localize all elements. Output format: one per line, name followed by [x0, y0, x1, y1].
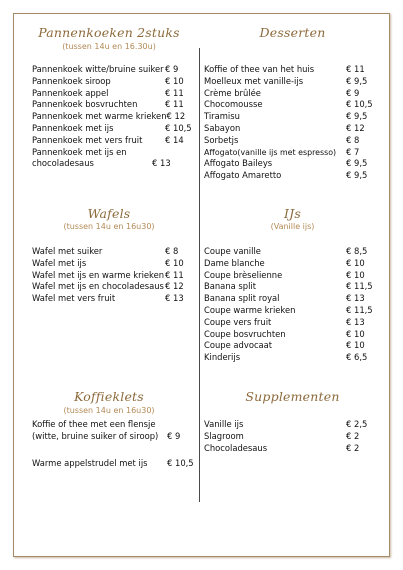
item-name: Coupe vanille — [204, 246, 261, 256]
list-item — [32, 147, 195, 171]
item-name: Koffie of thee met een flensje (witte, bruine suiker of siroop) — [32, 419, 159, 441]
item-price: € 12 — [166, 111, 186, 122]
list-item — [204, 329, 376, 341]
item-name: Wafel met ijs en chocoladesaus — [32, 281, 164, 292]
item-name: Banana split royal — [204, 293, 280, 304]
list-item — [32, 99, 195, 111]
item-price: € 8 — [346, 134, 360, 145]
list-item — [32, 123, 195, 135]
desserten-list — [204, 64, 376, 182]
ijs-title: IJs — [284, 206, 301, 221]
list-item — [204, 443, 376, 455]
item-name: Crème brûlée — [204, 87, 261, 98]
pannenkoeken-subtitle: (tussen 14u en 16.30u) — [62, 42, 156, 51]
koffieklets-subtitle: (tussen 14u en 16u30) — [63, 406, 155, 415]
list-item — [204, 270, 376, 282]
item-name: Sorbetjs — [204, 134, 239, 145]
list-item — [32, 88, 195, 100]
list-item — [204, 317, 376, 329]
list-item — [204, 258, 376, 270]
list-item — [204, 340, 376, 352]
item-price: € 11 — [165, 87, 184, 98]
list-item — [204, 431, 376, 443]
list-item — [32, 135, 195, 147]
column-divider — [199, 48, 200, 428]
item-name: Vanille ijs — [204, 419, 244, 429]
item-price: € 7 — [346, 146, 360, 157]
item-name: Pannenkoek bosvruchten — [32, 99, 138, 110]
wafels-subtitle: (tussen 14u en 16u30) — [63, 222, 155, 231]
item-name: Chocoladesaus — [204, 442, 268, 453]
pannenkoeken-list — [32, 64, 195, 170]
item-name: Chocomousse — [204, 99, 263, 110]
list-item — [32, 281, 195, 293]
item-price: € 11 — [165, 99, 184, 110]
item-price: € 9,5 — [346, 170, 368, 181]
item-price: € 9 — [346, 87, 360, 98]
item-price: € 10 — [165, 257, 184, 268]
list-item — [32, 246, 195, 258]
item-name: Pannenkoek appel — [32, 87, 109, 98]
list-item — [32, 419, 197, 443]
list-item — [204, 305, 376, 317]
list-item — [204, 99, 376, 111]
item-price: € 10 — [346, 269, 365, 280]
item-price: € 14 — [165, 134, 184, 145]
item-price: € 9 — [165, 64, 179, 74]
list-item — [204, 147, 376, 159]
item-price: € 9,5 — [346, 75, 368, 86]
item-name: Moelleux met vanille-ijs — [204, 75, 304, 86]
item-name: Pannenkoek met warme krieken — [32, 111, 167, 122]
list-item — [32, 270, 195, 282]
list-item — [204, 246, 376, 258]
item-price: € 10 — [165, 75, 184, 86]
item-price: € 10 — [346, 257, 365, 268]
ijs-list — [204, 246, 376, 364]
column-divider-lower — [199, 412, 200, 502]
list-item — [32, 293, 195, 305]
list-item — [204, 76, 376, 88]
item-price: € 13 — [346, 316, 365, 327]
item-price: € 12 — [165, 281, 184, 292]
list-item — [32, 258, 195, 270]
list-item — [204, 135, 376, 147]
item-price: € 2,5 — [346, 419, 368, 429]
list-item — [204, 111, 376, 123]
item-price: € 8,5 — [346, 246, 368, 256]
item-price: € 9 — [167, 430, 181, 441]
list-item — [32, 458, 197, 470]
item-name: Coupe vers fruit — [204, 316, 272, 327]
list-item — [204, 281, 376, 293]
list-item — [204, 170, 376, 182]
item-name: Dame blanche — [204, 257, 265, 268]
supplementen-list — [204, 419, 376, 454]
pannenkoeken-title: Pannenkoeken 2stuks — [38, 25, 180, 40]
koffieklets-list — [32, 419, 197, 469]
list-item — [32, 64, 195, 76]
supplementen-title: Supplementen — [245, 389, 340, 404]
item-name: Affogato Amaretto — [204, 170, 282, 181]
item-price: € 11 — [165, 269, 184, 280]
item-price: € 11,5 — [346, 304, 373, 315]
koffieklets-title: Koffieklets — [74, 389, 144, 404]
item-name: Wafel met vers fruit — [32, 293, 116, 304]
item-price: € 6,5 — [346, 352, 368, 363]
item-name: Pannenkoek met ijs en chocoladesaus — [32, 146, 127, 169]
item-price: € 10 — [346, 340, 365, 351]
item-name: Wafel met ijs — [32, 257, 87, 268]
item-price: € 13 — [346, 293, 365, 304]
item-price: € 13 — [152, 158, 171, 169]
list-item — [204, 293, 376, 305]
item-name: Sabayon — [204, 122, 241, 133]
item-name: Tiramisu — [204, 111, 240, 122]
item-name: Affogato(vanille ijs met espresso) — [204, 147, 337, 157]
item-name: Pannenkoek witte/bruine suiker — [32, 64, 164, 74]
list-item — [204, 352, 376, 364]
item-price: € 10 — [346, 328, 365, 339]
item-price: € 2 — [346, 430, 360, 441]
item-price: € 10,5 — [165, 122, 192, 133]
item-name: Slagroom — [204, 430, 244, 441]
list-item — [32, 111, 195, 123]
item-name: Wafel met suiker — [32, 246, 103, 256]
item-name: Coupe brèselienne — [204, 269, 283, 280]
wafels-title: Wafels — [87, 206, 131, 221]
list-item — [204, 123, 376, 135]
item-price: € 11 — [346, 64, 365, 74]
item-name: Warme appelstrudel met ijs — [32, 457, 148, 468]
item-price: € 10,5 — [167, 457, 194, 468]
list-item — [204, 158, 376, 170]
list-item — [204, 419, 376, 431]
list-item — [32, 76, 195, 88]
item-price: € 12 — [346, 122, 365, 133]
list-item — [204, 64, 376, 76]
desserten-title: Desserten — [259, 25, 326, 40]
item-name: Koffie of thee van het huis — [204, 64, 315, 74]
item-price: € 9,5 — [346, 111, 368, 122]
item-name: Pannenkoek met ijs — [32, 122, 114, 133]
item-price: € 8 — [165, 246, 179, 256]
list-item — [204, 88, 376, 100]
item-price: € 2 — [346, 442, 360, 453]
item-name: Kinderijs — [204, 352, 241, 363]
item-name: Wafel met ijs en warme krieken — [32, 269, 165, 280]
item-name: Coupe warme krieken — [204, 304, 296, 315]
item-name: Coupe advocaat — [204, 340, 273, 351]
item-name: Pannenkoek met vers fruit — [32, 134, 143, 145]
item-name: Affogato Baileys — [204, 158, 273, 169]
wafels-list — [32, 246, 195, 305]
item-price: € 10,5 — [346, 99, 373, 110]
item-name: Banana split — [204, 281, 257, 292]
ijs-subtitle: (Vanille ijs) — [270, 222, 315, 231]
item-price: € 13 — [165, 293, 184, 304]
item-name: Coupe bosvruchten — [204, 328, 286, 339]
item-price: € 9,5 — [346, 158, 368, 169]
item-price: € 11,5 — [346, 281, 373, 292]
item-name: Pannenkoek siroop — [32, 75, 111, 86]
